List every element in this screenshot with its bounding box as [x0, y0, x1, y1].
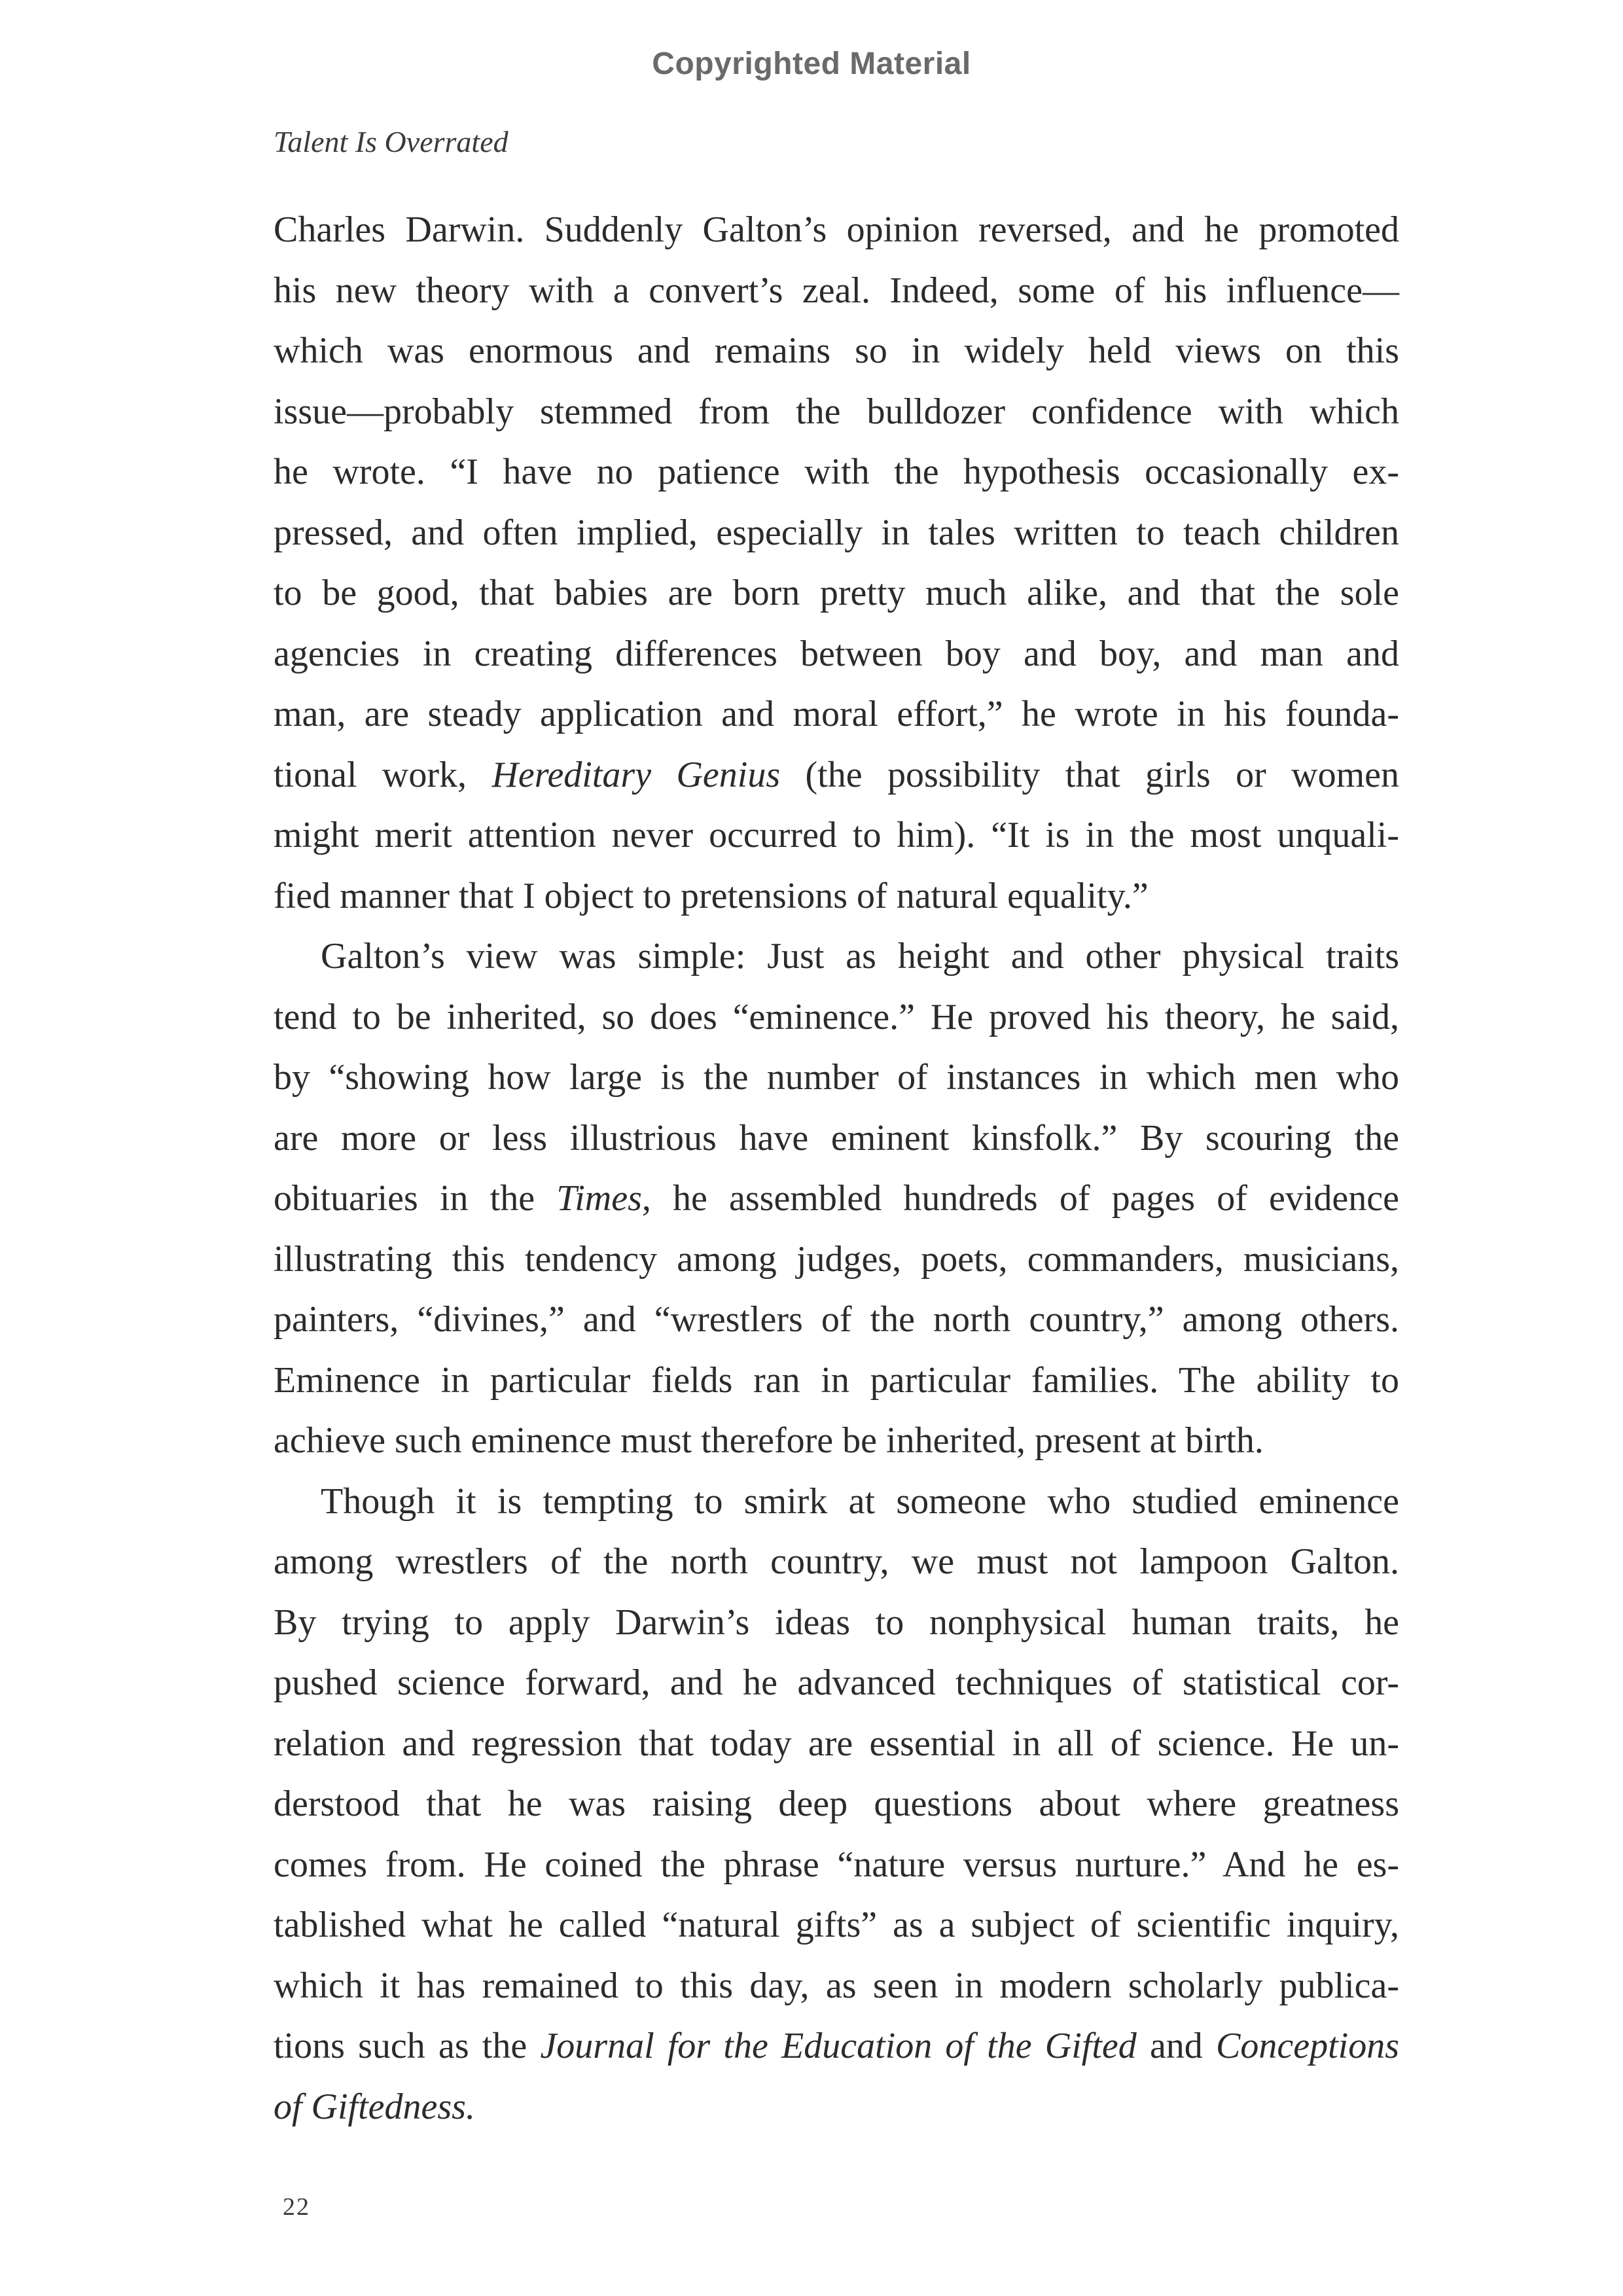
- text-line: agencies in creating differences between boy and boy, and man and: [274, 633, 1399, 674]
- page-number: 22: [283, 2193, 310, 2221]
- text-line: his new theory with a convert’s zeal. Indeed, some of his influence—: [274, 270, 1399, 311]
- text-line: to be good, that babies are born pretty much alike, and that the sole: [274, 573, 1399, 613]
- text-line: among wrestlers of the north country, we must not lampoon Galton.: [274, 1541, 1399, 1582]
- text-line: might merit attention never occurred to him). “It is in the most unquali-: [274, 815, 1399, 855]
- text-line: Though it is tempting to smirk at someone who studied eminence: [321, 1480, 1399, 1522]
- text-line: fied manner that I object to pretensions of natural equality.”: [274, 875, 1149, 916]
- italic-title: of Giftedness.: [274, 2086, 475, 2127]
- text-line: comes from. He coined the phrase “nature versus nurture.” And he es-: [274, 1844, 1399, 1885]
- paragraph: [274, 1471, 1399, 2138]
- paragraph: [274, 926, 1399, 1471]
- text-line: painters, “divines,” and “wrestlers of the north country,” among others.: [274, 1299, 1399, 1340]
- text-line: pressed, and often implied, especially in tales written to teach children: [274, 512, 1399, 553]
- text-line: achieve such eminence must therefore be inherited, present at birth.: [274, 1420, 1264, 1461]
- text-line: By trying to apply Darwin’s ideas to nonphysical human traits, he: [274, 1602, 1399, 1643]
- text-line: by “showing how large is the number of instances in which men who: [274, 1057, 1399, 1098]
- text-line: which was enormous and remains so in widely held views on this: [274, 331, 1399, 371]
- text-line: Galton’s view was simple: Just as height and other physical traits: [321, 936, 1399, 977]
- text-line: tions such as the Journal for the Education of the Gifted and Conceptions: [274, 2026, 1399, 2066]
- body-text: [274, 200, 1399, 2137]
- text-line: tablished what he called “natural gifts” as a subject of scientific inquiry,: [274, 1905, 1399, 1945]
- italic-title: Hereditary Genius: [491, 754, 781, 795]
- text-line: tional work, Hereditary Genius (the possibility that girls or women: [274, 754, 1400, 795]
- italic-title: Times: [556, 1178, 642, 1219]
- italic-title: Journal for the Education of the Gifted: [540, 2026, 1137, 2066]
- text-line: [274, 2077, 1399, 2138]
- text-line: derstood that he was raising deep questions about where greatness: [274, 1784, 1399, 1824]
- text-line: man, are steady application and moral effort,” he wrote in his founda-: [274, 694, 1399, 734]
- text-line: which it has remained to this day, as seen in modern scholarly publica-: [274, 1965, 1399, 2006]
- text-line: Charles Darwin. Suddenly Galton’s opinion reversed, and he promoted: [274, 209, 1399, 250]
- text-line: are more or less illustrious have eminent kinsfolk.” By scouring the: [274, 1117, 1399, 1158]
- text-line: obituaries in the Times, he assembled hundreds of pages of evidence: [274, 1178, 1399, 1219]
- text-line: Eminence in particular fields ran in particular families. The ability to: [274, 1359, 1399, 1401]
- paragraph: [274, 200, 1399, 926]
- text-line: tend to be inherited, so does “eminence.” He proved his theory, he said,: [274, 996, 1399, 1037]
- text-line: he wrote. “I have no patience with the hypothesis occasionally ex-: [274, 452, 1399, 492]
- text-line: pushed science forward, and he advanced techniques of statistical cor-: [274, 1662, 1399, 1703]
- text-line: illustrating this tendency among judges, poets, commanders, musicians,: [274, 1238, 1399, 1280]
- copyright-watermark: Copyrighted Material: [652, 46, 971, 81]
- italic-title: Conceptions: [1216, 2026, 1399, 2066]
- text-line: issue—probably stemmed from the bulldozer confidence with which: [274, 391, 1399, 432]
- running-head-book-title: Talent Is Overrated: [274, 125, 508, 158]
- text-line: relation and regression that today are essential in all of science. He un-: [274, 1723, 1399, 1764]
